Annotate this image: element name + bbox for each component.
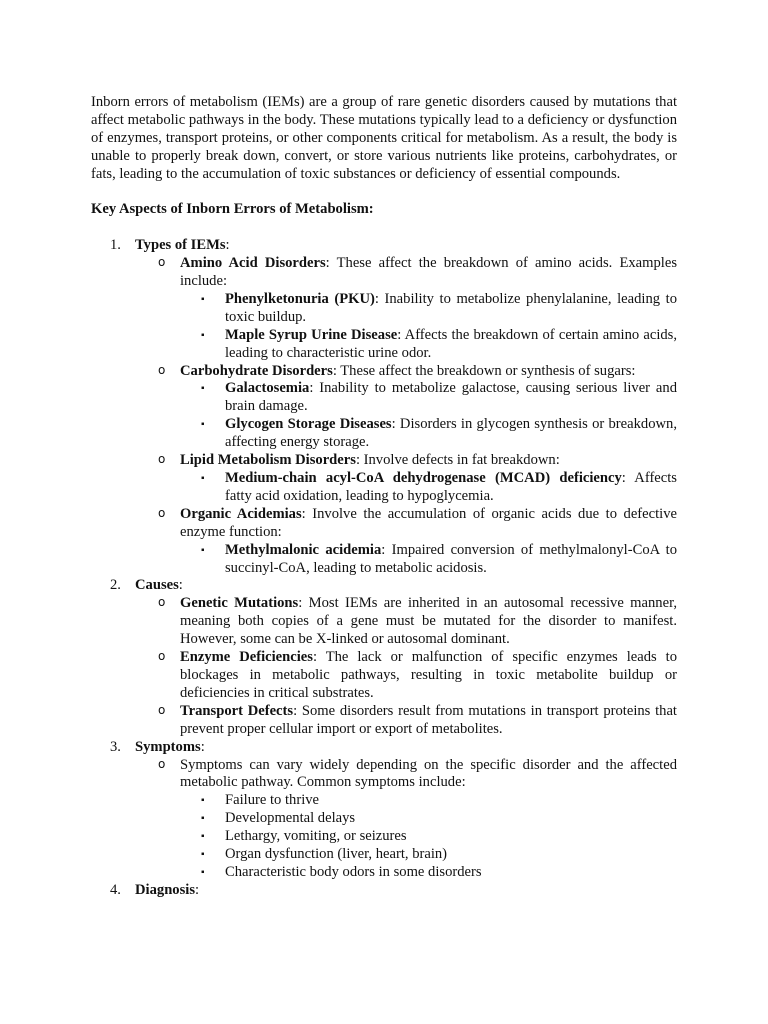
square-bullet-icon: ▪	[201, 866, 205, 878]
square-bullet-icon: ▪	[201, 383, 205, 395]
numbered-list-item	[91, 577, 677, 738]
list-item-title: Causes	[135, 577, 179, 594]
nested-item-text: : Affects the breakdown of certain amino acids, leading to characteristic urine odor.	[225, 326, 677, 361]
sub-item-text: : The lack or malfunction of specific enzymes leads to blockages in metabolic pathways, resulting in toxic metabolite buildup or deficiencies in critical substrates.	[180, 649, 677, 701]
list-item-colon: :	[225, 237, 230, 254]
list-item-colon: :	[195, 881, 200, 898]
sub-list-item	[135, 757, 677, 882]
sub-list-item	[135, 506, 677, 578]
square-bullet-icon: ▪	[201, 419, 205, 431]
square-bullet-icon: ▪	[201, 849, 205, 861]
nested-item-text: Failure to thrive	[225, 792, 320, 809]
list-number: 2.	[110, 577, 121, 594]
circle-bullet-icon: o	[158, 362, 166, 377]
square-bullet-icon: ▪	[201, 813, 205, 825]
nested-item-text: : Inability to metabolize galactose, causing serious liver and brain damage.	[225, 380, 677, 415]
square-bullet-icon: ▪	[201, 831, 205, 843]
list-item-colon: :	[200, 738, 205, 755]
nested-item-text: Developmental delays	[225, 810, 356, 827]
sub-list-item	[135, 255, 677, 362]
sub-item-text: Symptoms can vary widely depending on the specific disorder and the affected metabolic pathway. Common symptoms include:	[180, 756, 677, 791]
nested-list-item	[180, 327, 677, 363]
nested-item-text: : Affects fatty acid oxidation, leading to hypoglycemia.	[225, 470, 677, 504]
list-number: 4.	[110, 881, 121, 898]
sub-item-text: : Involve defects in fat breakdown:	[355, 452, 560, 469]
sub-list-item	[135, 363, 677, 453]
square-bullet-icon: ▪	[201, 473, 205, 484]
nested-item-term: Glycogen Storage Diseases	[225, 416, 392, 433]
circle-bullet-icon: o	[158, 702, 166, 717]
square-bullet-icon: ▪	[201, 544, 205, 556]
sub-item-text: : These affect the breakdown of amino acids. Examples include:	[180, 255, 678, 290]
sub-item-term: Carbohydrate Disorders	[180, 362, 333, 379]
sub-item-text: : Some disorders result from mutations in transport proteins that prevent proper cellular import or export of metabolites.	[180, 702, 677, 737]
numbered-list-item	[91, 882, 677, 900]
list-item-title: Types of IEMs	[135, 237, 226, 254]
circle-bullet-icon: o	[158, 452, 166, 467]
nested-list	[180, 792, 677, 882]
nested-list	[180, 291, 677, 363]
nested-item-term: Phenylketonuria (PKU)	[225, 290, 375, 307]
nested-list	[180, 542, 677, 578]
sub-item-text: : Most IEMs are inherited in an autosomal recessive manner, meaning both copies of a gene must be mutated for the disorder to manifest. However, some can be X-linked or autosomal dominant.	[180, 595, 677, 648]
sub-item-term: Genetic Mutations	[180, 595, 299, 612]
square-bullet-icon: ▪	[201, 329, 205, 341]
sub-item-term: Lipid Metabolism Disorders	[180, 452, 356, 469]
sub-item-text: : These affect the breakdown or synthesis of sugars:	[332, 362, 636, 379]
nested-list-item	[180, 792, 677, 810]
nested-item-term: Maple Syrup Urine Disease	[225, 326, 398, 343]
nested-list	[180, 380, 677, 452]
list-item-colon: :	[178, 577, 183, 594]
sub-list-item	[135, 703, 677, 739]
numbered-list-item	[91, 237, 677, 577]
nested-list-item	[180, 416, 677, 452]
list-number: 1.	[110, 237, 121, 254]
list-item-title: Symptoms	[135, 738, 201, 755]
circle-bullet-icon: o	[158, 255, 166, 270]
nested-list-item	[180, 291, 677, 327]
numbered-list	[91, 237, 677, 900]
numbered-list-item	[91, 739, 677, 882]
nested-item-text: Characteristic body odors in some disorders	[225, 863, 482, 880]
sub-item-term: Transport Defects	[180, 702, 294, 719]
square-bullet-icon: ▪	[201, 795, 205, 807]
nested-list-item	[180, 810, 677, 828]
nested-list-item	[180, 864, 677, 882]
nested-list-item	[180, 542, 677, 578]
nested-item-text: : Disorders in glycogen synthesis or breakdown, affecting energy storage.	[225, 416, 677, 451]
sub-list	[135, 255, 677, 577]
nested-item-term: Galactosemia	[225, 380, 310, 397]
nested-item-text: : Impaired conversion of methylmalonyl-CoA to succinyl-CoA, leading to metabolic acidosis.	[225, 541, 677, 576]
sub-list	[135, 595, 677, 738]
sub-list	[135, 757, 677, 882]
list-number: 3.	[110, 738, 121, 755]
sub-item-text: : Involve the accumulation of organic acids due to defective enzyme function:	[180, 505, 677, 540]
square-bullet-icon: ▪	[201, 293, 205, 305]
section-heading: Key Aspects of Inborn Errors of Metabolism:	[91, 201, 374, 218]
list-item-title: Diagnosis	[135, 881, 196, 898]
nested-item-term: Methylmalonic acidemia	[225, 541, 382, 558]
nested-item-text: Organ dysfunction (liver, heart, brain)	[225, 846, 448, 863]
circle-bullet-icon: o	[158, 595, 166, 610]
document-body	[91, 94, 677, 900]
sub-item-term: Organic Acidemias	[180, 505, 302, 522]
circle-bullet-icon: o	[158, 756, 166, 771]
circle-bullet-icon: o	[158, 505, 166, 520]
nested-item-term: Medium-chain acyl-CoA dehydrogenase (MCAD) deficiency	[225, 470, 622, 486]
nested-list-item	[180, 470, 677, 506]
sub-item-term: Enzyme Deficiencies	[180, 649, 313, 666]
nested-item-text: Lethargy, vomiting, or seizures	[225, 828, 407, 845]
circle-bullet-icon: o	[158, 649, 166, 664]
nested-list-item	[180, 380, 677, 416]
sub-list-item	[135, 452, 677, 506]
sub-list-item	[135, 595, 677, 649]
nested-list-item	[180, 846, 677, 864]
nested-list-item	[180, 828, 677, 846]
intro-paragraph: Inborn errors of metabolism (IEMs) are a group of rare genetic disorders caused by mutations that affect metabolic pathways in the body. These mutations typically lead to a deficiency or dysfunction of enzymes, transport proteins, or other components critical for metabolism. As a result, the body is unable to properly break down, convert, or store various nutrients like proteins, carbohydrates, or fats, leading to the accumulation of toxic substances or deficiency of essential compounds.	[91, 94, 677, 182]
nested-item-text: : Inability to metabolize phenylalanine, leading to toxic buildup.	[225, 290, 677, 325]
sub-list-item	[135, 649, 677, 703]
nested-list	[180, 470, 677, 506]
sub-item-term: Amino Acid Disorders	[180, 255, 326, 272]
